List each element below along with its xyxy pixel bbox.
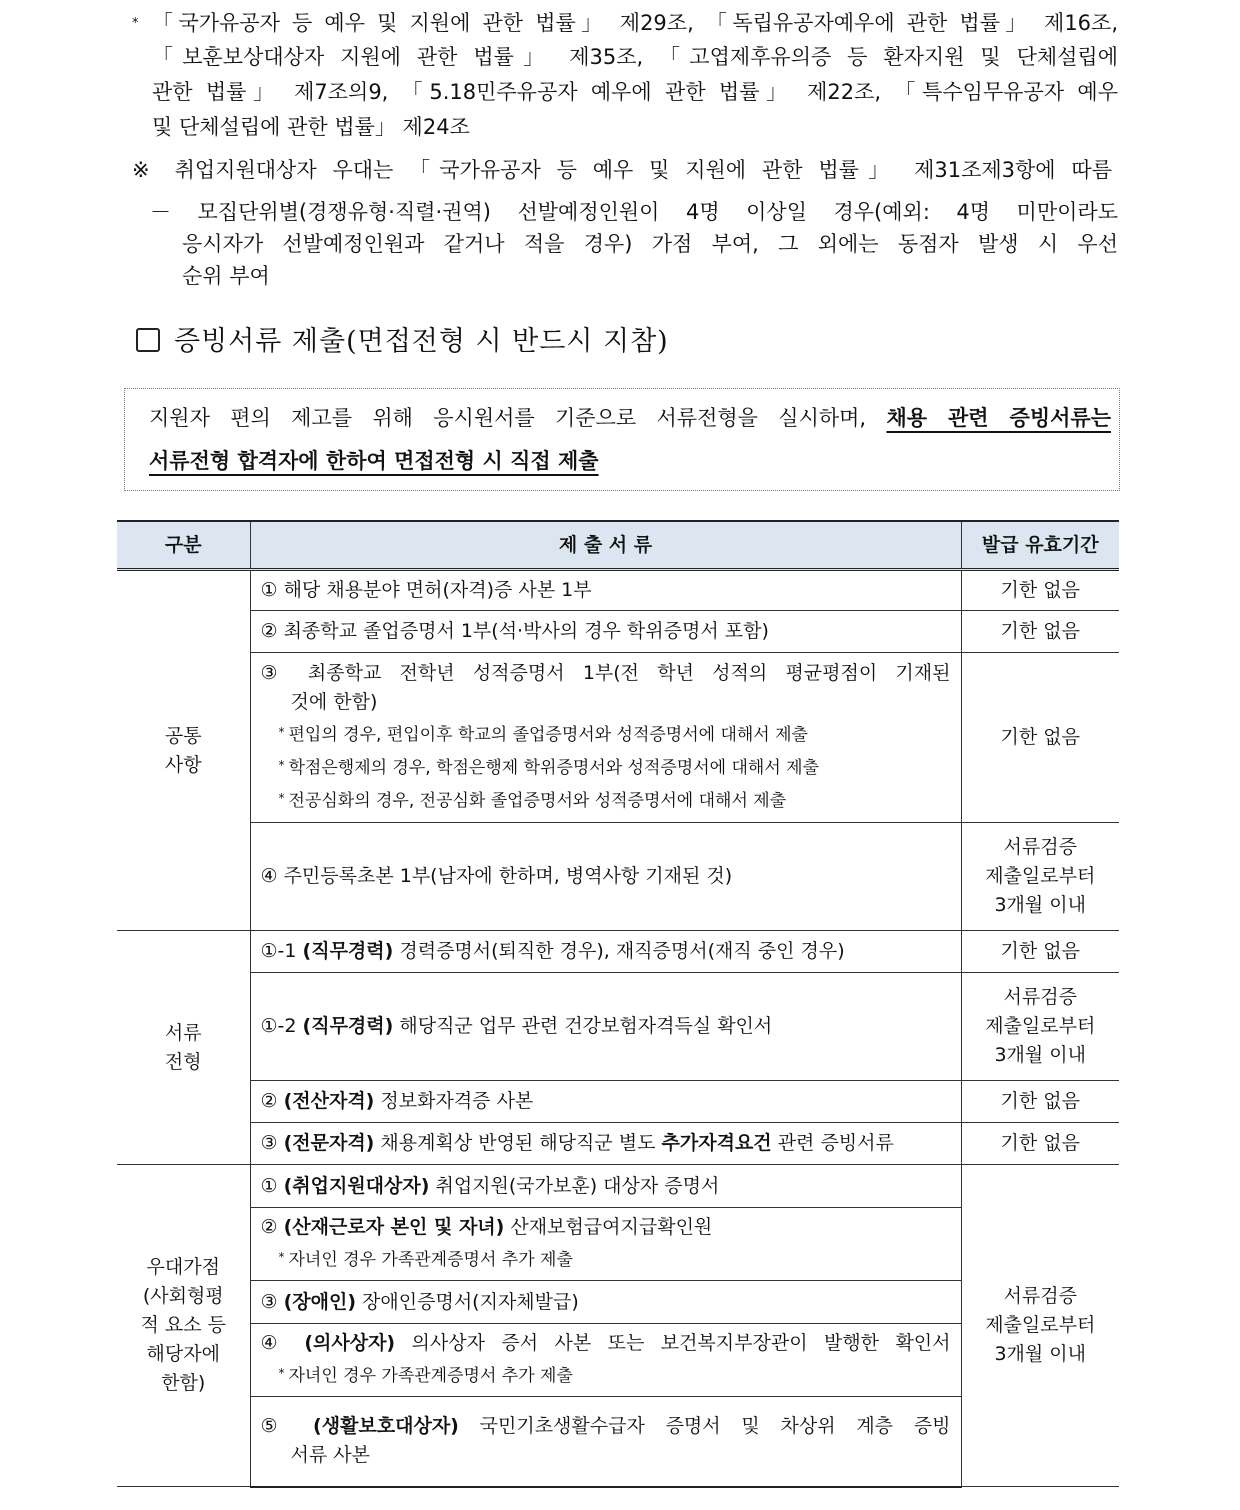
doc-cell: ② 최종학교 졸업증명서 1부(석·박사의 경우 학위증명서 포함) xyxy=(250,611,961,653)
checkbox-square-icon xyxy=(136,328,160,352)
dash-line-2: 응시자가 선발예정인원과 같거나 적을 경우) 가점 부여, 그 외에는 동점자 발생 시 우선 xyxy=(182,232,1118,256)
doc-cell: ① (취업지원대상자) 취업지원(국가보훈) 대상자 증명서 xyxy=(250,1165,961,1208)
law-ref-line-2: 「보훈보상대상자 지원에 관한 법률」 제35조, 「고엽제후유의증 등 환자지원 및 단체설립에 xyxy=(152,45,1118,69)
validity-cell: 기한 없음 xyxy=(961,1081,1119,1123)
law-ref-star: * xyxy=(132,16,139,31)
documents-table xyxy=(117,520,1119,1488)
law-ref-line-1: 「국가유공자 등 예우 및 지원에 관한 법률」 제29조, 「독립유공자예우에 관한 법률」 제16조, xyxy=(152,11,1118,35)
dash-line-3: 순위 부여 xyxy=(182,264,270,288)
section-title: 증빙서류 제출(면접전형 시 반드시 지참) xyxy=(136,322,669,362)
table-row xyxy=(117,570,1119,611)
validity-cell: 서류검증 제출일로부터 3개월 이내 xyxy=(961,823,1119,931)
table-row xyxy=(117,1165,1119,1208)
dash-line-1: － 모집단위별(경쟁유형·직렬·권역) 선발예정인원이 4명 이상일 경우(예외: 4명 미만이라도 xyxy=(150,200,1118,224)
doc-cell: ① 해당 채용분야 면허(자격)증 사본 1부 xyxy=(250,570,961,611)
validity-cell: 기한 없음 xyxy=(961,931,1119,973)
doc-cell: ③ 최종학교 전학년 성적증명서 1부(전 학년 성적의 평균평점이 기재된 것에 한함) * 편입의 경우, 편입이후 학교의 졸업증명서와 성적증명서에 대해서 제출 * 학점은행제의 경우, 학점은행제 학위증명서와 성적증명서에 대해서 제출 * 전공심화의 경우, 전공심화 졸업증명서와 성적증명서에 대해서 제출 xyxy=(250,653,961,823)
doc-cell: ①-2 (직무경력) 해당직군 업무 관련 건강보험자격득실 확인서 xyxy=(250,973,961,1081)
validity-cell: 서류검증 제출일로부터 3개월 이내 xyxy=(961,973,1119,1081)
notice-box xyxy=(124,388,1120,491)
doc-cell: ③ (전문자격) 채용계획상 반영된 해당직군 별도 추가자격요건 관련 증빙서류 xyxy=(250,1123,961,1165)
table-row xyxy=(117,823,1119,931)
validity-cell: 기한 없음 xyxy=(961,653,1119,823)
doc-cell: ⑤ (생활보호대상자) 국민기초생활수급자 증명서 및 차상위 계층 증빙 서류 사본 xyxy=(250,1397,961,1487)
category-common: 공통 사항 xyxy=(117,570,250,931)
remark-line: ※ 취업지원대상자 우대는 「국가유공자 등 예우 및 지원에 관한 법률」 제31조제3항에 따름 xyxy=(132,158,1112,182)
table-row xyxy=(117,973,1119,1081)
notice-emphasis-2: 서류전형 합격자에 한하여 면접전형 시 직접 제출 xyxy=(149,449,599,473)
header-category: 구분 xyxy=(117,521,250,570)
table-header-row xyxy=(117,521,1119,570)
validity-cell: 기한 없음 xyxy=(961,611,1119,653)
validity-cell: 기한 없음 xyxy=(961,1123,1119,1165)
validity-cell: 기한 없음 xyxy=(961,570,1119,611)
doc-cell: ④ (의사상자) 의사상자 증서 사본 또는 보건복지부장관이 발행한 확인서 * 자녀인 경우 가족관계증명서 추가 제출 xyxy=(250,1324,961,1397)
table-row xyxy=(117,611,1119,653)
doc-cell: ①-1 (직무경력) 경력증명서(퇴직한 경우), 재직증명서(재직 중인 경우) xyxy=(250,931,961,973)
table-row xyxy=(117,1081,1119,1123)
category-document-screening: 서류 전형 xyxy=(117,931,250,1165)
notice-line-2 xyxy=(149,446,1111,476)
table-row xyxy=(117,931,1119,973)
notice-line-1: 지원자 편의 제고를 위해 응시원서를 기준으로 서류전형을 실시하며, 채용 관련 증빙서류는 xyxy=(149,406,1111,430)
doc-cell: ④ 주민등록초본 1부(남자에 한하며, 병역사항 기재된 것) xyxy=(250,823,961,931)
doc-cell: ② (산재근로자 본인 및 자녀) 산재보험급여지급확인원 * 자녀인 경우 가족관계증명서 추가 제출 xyxy=(250,1208,961,1281)
doc-cell: ② (전산자격) 정보화자격증 사본 xyxy=(250,1081,961,1123)
table-row xyxy=(117,1123,1119,1165)
doc-cell: ③ (장애인) 장애인증명서(지자체발급) xyxy=(250,1281,961,1324)
header-validity: 발급 유효기간 xyxy=(961,521,1119,570)
notice-emphasis-1: 채용 관련 증빙서류는 xyxy=(886,406,1111,430)
category-preferential: 우대가점 (사회형평 적 요소 등 해당자에 한함) xyxy=(117,1165,250,1487)
law-ref-line-4: 및 단체설립에 관한 법률」 제24조 xyxy=(152,115,470,139)
law-ref-line-3: 관한 법률」 제7조의9, 「5.18민주유공자 예우에 관한 법률」 제22조, 「특수임무유공자 예우 xyxy=(152,80,1118,104)
table-row xyxy=(117,653,1119,823)
header-documents: 제 출 서 류 xyxy=(250,521,961,570)
validity-cell: 서류검증 제출일로부터 3개월 이내 xyxy=(961,1165,1119,1487)
